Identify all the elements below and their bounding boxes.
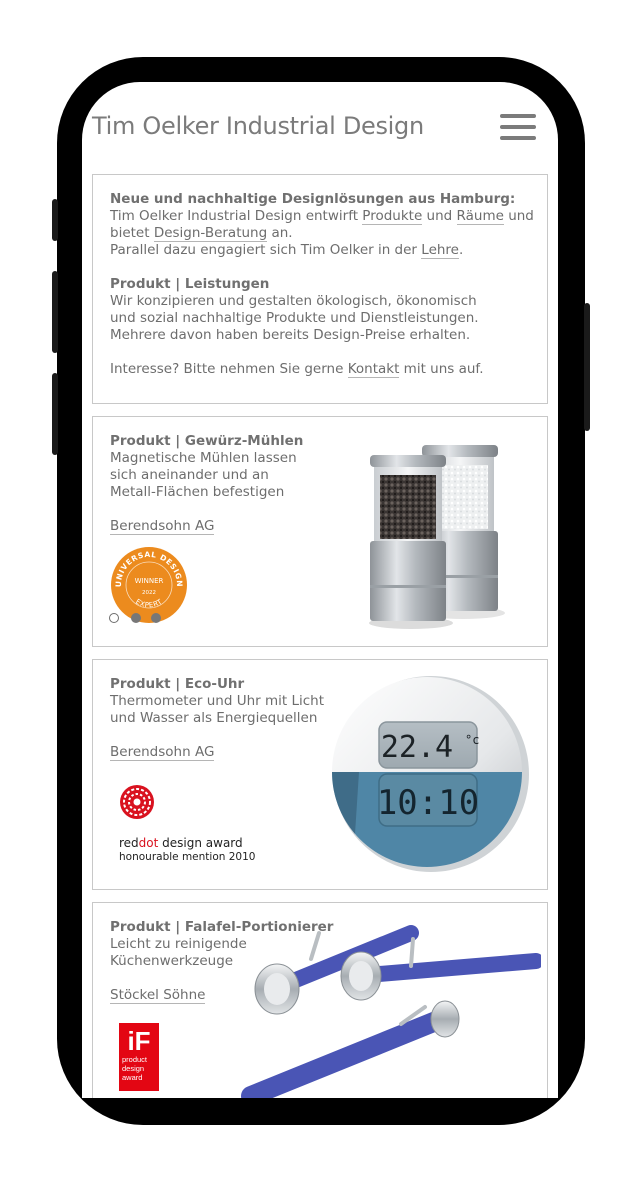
product-heading: Produkt | Eco-Uhr (110, 676, 245, 692)
award-top-text: UNIVERSAL DESIGN (113, 549, 185, 588)
reddot-award-logo (119, 784, 155, 820)
clock-time: 10:10 (376, 783, 480, 823)
product-card-gewuerz-muehlen[interactable]: Produkt | Gewürz-Mühlen Magnetische Mühlen lassen sich aneinander und an Metall-Flächen befestigen Berendsohn AG UNIVERSAL DESIGN WINNER 2022 EXPERT (92, 416, 548, 647)
intro-heading: Neue und nachhaltige Designlösungen aus Hamburg: (110, 191, 516, 207)
link-design-beratung[interactable]: Design-Beratung (153, 225, 268, 241)
hamburger-menu-icon[interactable] (500, 114, 536, 141)
power-button (584, 303, 590, 431)
award-year-text: 2022 (142, 590, 156, 596)
link-lehre[interactable]: Lehre (421, 242, 459, 258)
carousel-dot-2[interactable] (131, 613, 141, 623)
product-card-eco-uhr[interactable]: Produkt | Eco-Uhr Thermometer und Uhr mit Licht und Wasser als Energiequellen Berendsohn AG reddot design award honourable mention 2010 22.4 °c 10:10 (92, 659, 548, 890)
clock-temperature-unit: °c (465, 733, 480, 747)
spice-mills-image (348, 435, 538, 635)
intro-card: Neue und nachhaltige Designlösungen aus Hamburg: Tim Oelker Industrial Design entwirft Produkte und Räume und bietet Design-Beratung an. Parallel dazu engagiert sich Tim Oelker in der Lehre. Produkt | Leistungen Wir konzipieren und gestalten ökologisch, ökonomisch und sozial nachhaltige Produkte und Dienstleistungen. Mehrere davon haben bereits Design-Preise erhalten. Interesse? Bitte nehmen Sie gerne Kontakt mit uns auf. (92, 174, 548, 404)
client-link[interactable]: Stöckel Söhne (110, 987, 206, 1003)
link-raeume[interactable]: Räume (456, 208, 504, 224)
link-produkte[interactable]: Produkte (362, 208, 423, 224)
client-link[interactable]: Berendsohn AG (110, 744, 215, 760)
mute-switch (52, 199, 58, 241)
product-card-falafel-portionierer[interactable]: Produkt | Falafel-Portionierer Leicht zu reinigende Küchenwerkzeuge Stöckel Söhne iF product design award (92, 902, 548, 1098)
product-heading: Produkt | Gewürz-Mühlen (110, 433, 304, 449)
carousel-dots (109, 613, 169, 625)
reddot-award-text: reddot design award honourable mention 2010 (119, 836, 256, 863)
falafel-tools-image (241, 911, 541, 1098)
volume-up-button (52, 271, 58, 353)
site-title[interactable]: Tim Oelker Industrial Design (92, 112, 424, 140)
volume-down-button (52, 373, 58, 455)
if-design-award-logo: iF product design award (119, 1023, 159, 1091)
eco-clock-image (315, 674, 537, 876)
link-kontakt[interactable]: Kontakt (347, 361, 400, 377)
product-heading: Produkt | Falafel-Portionierer (110, 919, 334, 935)
award-bottom-text: EXPERT (134, 597, 164, 610)
clock-temperature: 22.4 (380, 730, 454, 765)
client-link[interactable]: Berendsohn AG (110, 518, 215, 534)
carousel-dot-3[interactable] (151, 613, 161, 623)
intro-subheading: Produkt | Leistungen (110, 276, 270, 292)
phone-screen (82, 82, 558, 1098)
award-winner-text: WINNER (134, 577, 164, 585)
carousel-dot-1[interactable] (109, 613, 119, 623)
